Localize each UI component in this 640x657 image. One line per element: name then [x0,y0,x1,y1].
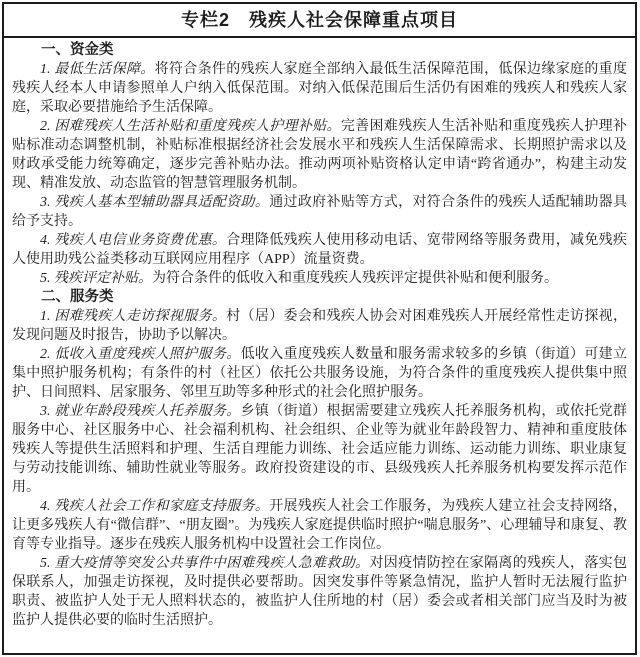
services-item-3 [12,402,627,497]
item-body: 乡镇（街道）根据需要建立残疾人托养服务机构，或依托党群服务中心、社区服务中心、社会福利机构、社会组织、企业等为就业年龄段智力、精神和重度肢体残疾人等提供生活照料和护理、生活自理能力训练、社会适应能力训练、运动能力训练、职业康复与劳动技能训练、辅助性就业等服务。政府投资建设的市、县级残疾人托养服务机构要发挥示范作用。 [12,404,628,495]
item-body: 合理降低残疾人使用移动电话、宽带网络等服务费用，减免残疾人使用助残公益类移动互联网应用程序（APP）流量资费。 [12,233,628,267]
item-body: 完善困难残疾人生活补贴和重度残疾人护理补贴标准动态调整机制，补贴标准根据经济社会发展水平和残疾人生活保障需求、长期照护需求以及财政承受能力统筹确定，逐步完善补贴办法。推动两项补贴资格认定申请“跨省通办”，构建主动发现、精准发放、动态监管的智慧管理服务机制。 [12,119,628,191]
item-lead: 1. 最低生活保障。 [40,62,155,77]
item-lead: 2. 困难残疾人生活补贴和重度残疾人护理补贴。 [40,119,341,134]
funding-item-5 [12,269,627,288]
services-item-4 [12,497,627,554]
item-body: 对因疫情防控在家隔离的残疾人，落实包保联系人，加强走访探视，及时提供必要帮助。因突发事件等紧急情况，监护人暂时无法履行监护职责、被监护人处于无人照料状态的，被监护人住所地的村（居）委会或者相关部门应当及时为被监护人提供必要的临时生活照护。 [12,556,628,628]
services-item-1 [12,307,627,345]
item-body: 低收入重度残疾人数量和服务需求较多的乡镇（街道）可建立集中照护服务机构；有条件的村（社区）依托公共服务设施，为符合条件的重度残疾人提供集中照护、日间照料、居家服务、邻里互助等多种形式的社会化照护服务。 [12,347,628,400]
item-lead: 3. 残疾人基本型辅助器具适配资助。 [40,195,270,210]
item-lead: 3. 就业年龄段残疾人托养服务。 [40,404,241,419]
item-lead: 5. 残疾评定补贴。 [40,271,152,286]
panel-body [4,38,635,653]
item-body: 将符合条件的残疾人家庭全部纳入最低生活保障范围，低保边缘家庭的重度残疾人经本人申请参照单人户纳入低保范围。对纳入低保范围后生活仍有困难的残疾人和残疾人家庭，采取必要措施给予生活保障。 [12,62,628,115]
section-heading-services: 二、服务类 [41,289,114,305]
item-lead: 1. 困难残疾人走访探视服务。 [40,309,227,324]
services-item-5 [12,554,627,630]
item-body: 开展残疾人社会工作服务，为残疾人建立社会支持网络，让更多残疾人有“微信群”、“朋友圈”。为残疾人家庭提供临时照护“喘息服务”、心理辅导和康复、教育等专业指导。逐步在残疾人服务机构中设置社会工作岗位。 [12,499,628,552]
item-body: 村（居）委会和残疾人协会对困难残疾人开展经常性走访探视，发现问题及时报告，协助予以解决。 [12,309,628,343]
highlight-box [2,2,637,655]
item-body: 通过政府补贴等方式，对符合条件的残疾人适配辅助器具给予支持。 [12,195,628,229]
section-heading-funding: 一、资金类 [41,42,114,58]
item-lead: 4. 残疾人电信业务资费优惠。 [40,233,227,248]
item-lead: 4. 残疾人社会工作和家庭支持服务。 [40,499,270,514]
item-lead: 5. 重大疫情等突发公共事件中困难残疾人急难救助。 [40,556,370,571]
funding-item-4 [12,231,627,269]
panel-title: 专栏2 残疾人社会保障重点项目 [4,4,635,38]
item-lead: 2. 低收入重度残疾人照护服务。 [40,347,241,362]
services-item-2 [12,345,627,402]
funding-item-2 [12,117,627,193]
funding-item-1 [12,60,627,117]
funding-item-3 [12,193,627,231]
item-body: 为符合条件的低收入和重度残疾人残疾评定提供补贴和便利服务。 [152,271,558,286]
